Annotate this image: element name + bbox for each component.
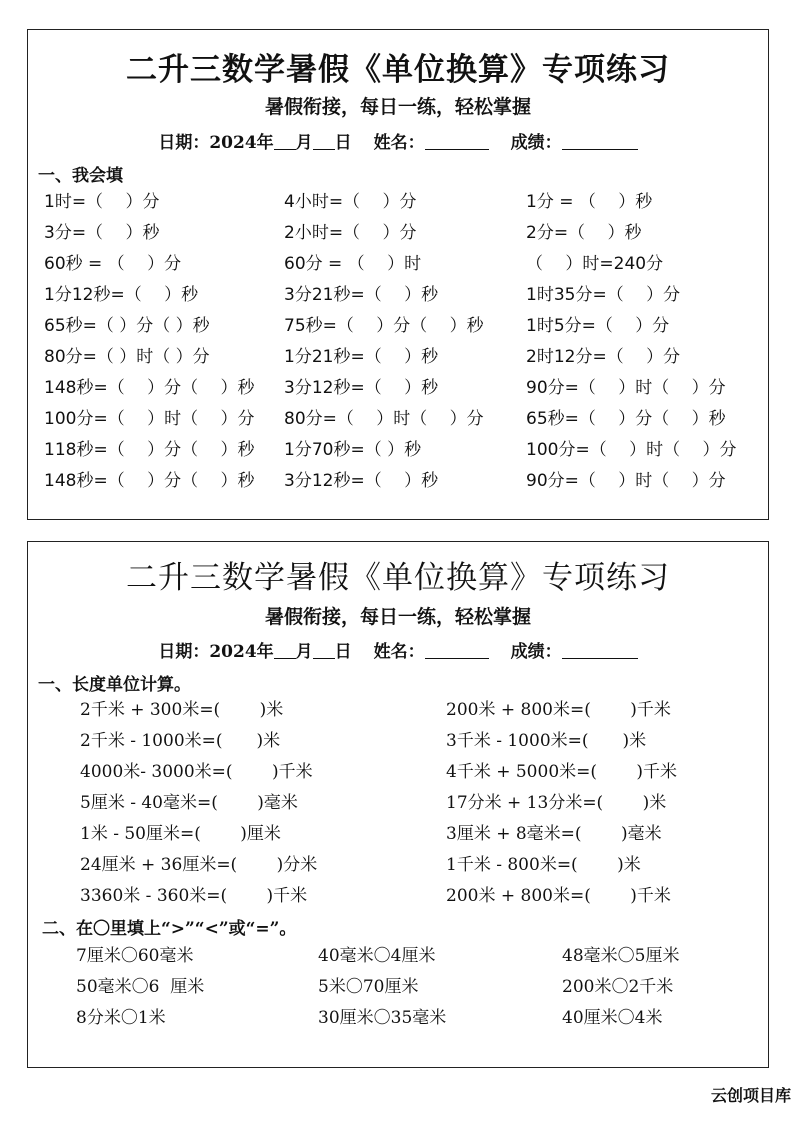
name-label: 姓名： (373, 133, 425, 153)
compare-problem[interactable]: 8分米〇1米 (76, 1008, 166, 1028)
length-calc-problem[interactable]: 24厘米 + 36厘米=( )分米 (80, 855, 318, 875)
time-conversion-problem[interactable]: 60秒 = （ ）分 (44, 254, 182, 274)
compare-problem[interactable]: 200米〇2千米 (562, 977, 674, 997)
length-calc-problem[interactable]: 3千米 - 1000米=( )米 (446, 731, 647, 751)
time-conversion-problem[interactable]: 118秒=（ ）分（ ）秒 (44, 440, 255, 460)
length-calc-row (28, 695, 768, 726)
time-conversion-problem[interactable]: 3分=（ ）秒 (44, 223, 160, 243)
time-conversion-problem[interactable]: 148秒=（ ）分（ ）秒 (44, 471, 255, 491)
compare-row (28, 941, 768, 972)
length-calc-problem[interactable]: 17分米 + 13分米=( )米 (446, 793, 667, 813)
time-conversion-problem[interactable]: 65秒=（ ）分（ ）秒 (526, 409, 726, 429)
time-conversion-row (28, 249, 768, 280)
time-conversion-problem[interactable]: 3分21秒=（ ）秒 (284, 285, 439, 305)
time-conversion-problem[interactable]: 1分21秒=（ ）秒 (284, 347, 439, 367)
name-blank[interactable] (425, 133, 489, 150)
score-label: 成绩： (510, 133, 562, 153)
worksheet-1-subtitle: 暑假衔接，每日一练，轻松掌握 (264, 96, 531, 118)
time-conversion-problem[interactable]: 60分 = （ ）时 (284, 254, 422, 274)
time-conversion-problem[interactable]: 148秒=（ ）分（ ）秒 (44, 378, 255, 398)
time-conversion-problem[interactable]: 3分12秒=（ ）秒 (284, 378, 439, 398)
score-label: 成绩： (510, 642, 562, 662)
worksheet-1-info-line (28, 128, 768, 153)
compare-problem[interactable]: 30厘米〇35毫米 (318, 1008, 447, 1028)
time-conversion-problem[interactable]: 75秒=（ ）分（ ）秒 (284, 316, 484, 336)
length-calc-problem[interactable]: 1千米 - 800米=( )米 (446, 855, 641, 875)
compare-problem[interactable]: 48毫米〇5厘米 (562, 946, 680, 966)
time-conversion-problem[interactable]: （ ）时=240分 (526, 254, 664, 274)
section-title-compare: 二、在〇里填上“>”“<”或“=”。 (42, 919, 297, 939)
length-calc-problem[interactable]: 2千米 + 300米=( )米 (80, 700, 284, 720)
time-conversion-row (28, 280, 768, 311)
time-conversion-row (28, 342, 768, 373)
name-label: 姓名： (373, 642, 425, 662)
section-title-length-calc: 一、长度单位计算。 (38, 675, 191, 695)
month-blank[interactable] (274, 133, 296, 150)
compare-grid (28, 941, 768, 1034)
time-conversion-row (28, 404, 768, 435)
score-blank[interactable] (562, 642, 638, 659)
time-conversion-row (28, 435, 768, 466)
time-conversion-problem[interactable]: 1分70秒=（ ）秒 (284, 440, 422, 460)
time-conversion-row (28, 218, 768, 249)
length-calc-row (28, 726, 768, 757)
length-calc-row (28, 788, 768, 819)
worksheet-1-title: 二升三数学暑假《单位换算》专项练习 (126, 52, 670, 88)
time-conversion-row (28, 311, 768, 342)
length-calc-problem[interactable]: 4000米- 3000米=( )千米 (80, 762, 313, 782)
time-conversion-row (28, 373, 768, 404)
compare-row (28, 972, 768, 1003)
time-conversion-problem[interactable]: 3分12秒=（ ）秒 (284, 471, 439, 491)
length-calc-row (28, 850, 768, 881)
time-conversion-problem[interactable]: 2分=（ ）秒 (526, 223, 642, 243)
time-conversion-problem[interactable]: 1时=（ ）分 (44, 192, 160, 212)
length-calc-row (28, 881, 768, 912)
day-blank[interactable] (313, 642, 335, 659)
length-calc-problem[interactable]: 2千米 - 1000米=( )米 (80, 731, 281, 751)
day-label: 日 (334, 133, 352, 153)
time-conversion-problem[interactable]: 1时5分=（ ）分 (526, 316, 670, 336)
time-conversion-problem[interactable]: 2时12分=（ ）分 (526, 347, 681, 367)
time-conversion-row (28, 466, 768, 497)
time-conversion-problem[interactable]: 1时35分=（ ）分 (526, 285, 681, 305)
footer-brand: 云创项目库 (710, 1086, 791, 1105)
name-blank[interactable] (425, 642, 489, 659)
time-conversion-problem[interactable]: 1分 = （ ）秒 (526, 192, 653, 212)
section-title-fill-in: 一、我会填 (38, 166, 123, 186)
length-calc-problem[interactable]: 4千米 + 5000米=( )千米 (446, 762, 678, 782)
compare-row (28, 1003, 768, 1034)
month-label: 月 (295, 133, 313, 153)
time-conversion-problem[interactable]: 100分=（ ）时（ ）分 (526, 440, 737, 460)
worksheet-2-subtitle: 暑假衔接，每日一练，轻松掌握 (264, 606, 531, 628)
length-calc-problem[interactable]: 1米 - 50厘米=( )厘米 (80, 824, 281, 844)
length-calc-problem[interactable]: 3厘米 + 8毫米=( )毫米 (446, 824, 662, 844)
time-conversion-row (28, 187, 768, 218)
length-calc-grid (28, 695, 768, 912)
worksheet-2-title: 二升三数学暑假《单位换算》专项练习 (126, 560, 670, 596)
time-conversion-problem[interactable]: 90分=（ ）时（ ）分 (526, 378, 726, 398)
time-conversion-problem[interactable]: 90分=（ ）时（ ）分 (526, 471, 726, 491)
compare-problem[interactable]: 40厘米〇4米 (562, 1008, 663, 1028)
time-conversion-problem[interactable]: 4小时=（ ）分 (284, 192, 417, 212)
time-conversion-grid (28, 187, 768, 497)
worksheet-2 (27, 541, 769, 1068)
score-blank[interactable] (562, 133, 638, 150)
length-calc-problem[interactable]: 3360米 - 360米=( )千米 (80, 886, 308, 906)
time-conversion-problem[interactable]: 80分=（ ）时（ ）分 (284, 409, 484, 429)
date-label: 日期：2024年 (158, 642, 274, 662)
date-label: 日期：2024年 (158, 133, 274, 153)
time-conversion-problem[interactable]: 80分=（ ）时（ ）分 (44, 347, 210, 367)
month-label: 月 (295, 642, 313, 662)
month-blank[interactable] (274, 642, 296, 659)
compare-problem[interactable]: 7厘米〇60毫米 (76, 946, 194, 966)
length-calc-problem[interactable]: 5厘米 - 40毫米=( )毫米 (80, 793, 298, 813)
compare-problem[interactable]: 50毫米〇6 厘米 (76, 977, 205, 997)
time-conversion-problem[interactable]: 1分12秒=（ ）秒 (44, 285, 199, 305)
time-conversion-problem[interactable]: 2小时=（ ）分 (284, 223, 417, 243)
day-blank[interactable] (313, 133, 335, 150)
worksheet-2-info-line (28, 637, 768, 662)
length-calc-row (28, 819, 768, 850)
length-calc-problem[interactable]: 200米 + 800米=( )千米 (446, 886, 671, 906)
time-conversion-problem[interactable]: 100分=（ ）时（ ）分 (44, 409, 255, 429)
compare-problem[interactable]: 5米〇70厘米 (318, 977, 419, 997)
day-label: 日 (334, 642, 352, 662)
worksheet-1 (27, 29, 769, 520)
compare-problem[interactable]: 40毫米〇4厘米 (318, 946, 436, 966)
time-conversion-problem[interactable]: 65秒=（ ）分（ ）秒 (44, 316, 210, 336)
length-calc-row (28, 757, 768, 788)
length-calc-problem[interactable]: 200米 + 800米=( )千米 (446, 700, 671, 720)
